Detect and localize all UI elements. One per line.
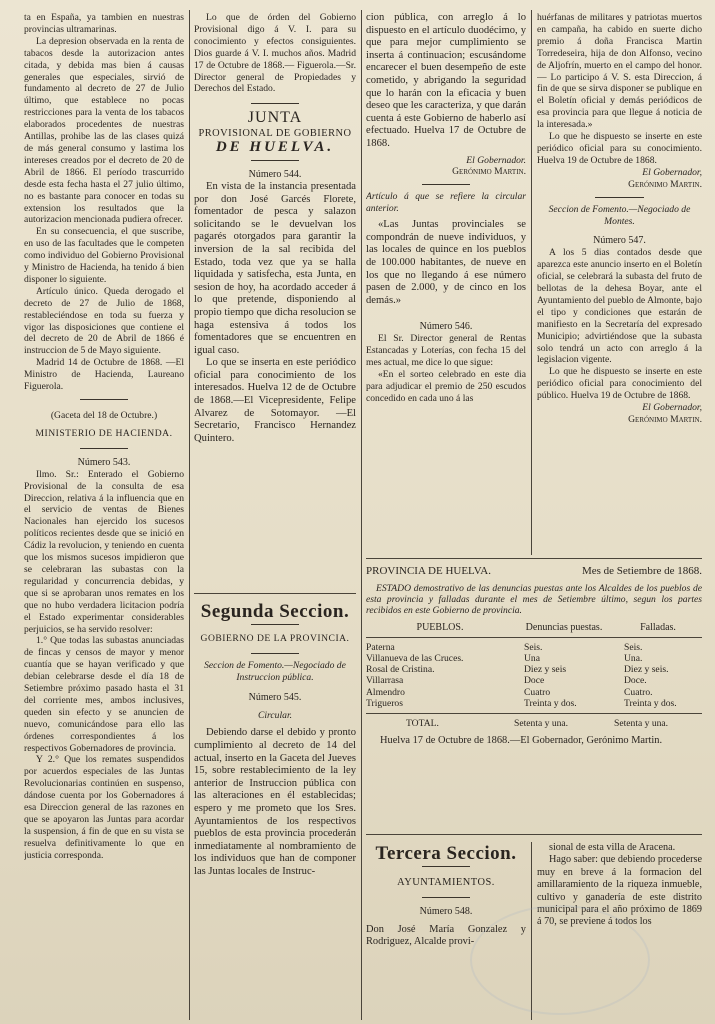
articulo-heading: Artículo á que se refiere la circular anterior. [366, 191, 526, 215]
ministry-heading: MINISTERIO DE HACIENDA. [35, 427, 173, 439]
table-total-row [366, 713, 702, 729]
notice-number: Número 546. [419, 321, 473, 333]
divider [251, 624, 300, 625]
col4-paragraph: A los 5 dias contados desde que aparezca este anuncio inserto en el Boletín oficial, se celebrará la subasta del fruto de bellotas de la dehesa Boyar, ante el Ayuntamiento del pueblo de Almonte, bajo el tipo y condiciones que estarán de manifiesto en la Secretaría del expresado Municipio; advirtiéndose que la subasta solo tendrá un acto con arreglo á la legislacion vigente. [537, 247, 702, 366]
pueblo-cell: Almendro [366, 686, 405, 698]
puestas-cell: Seis. [524, 641, 543, 653]
col4b-paragraph: Hago saber: que debiendo procederse muy en breve á la formacion del amillaramiento de la riqueza inmueble, cultivo y ganadería de este distrito municipal para el año próximo de 1869 á 70, se previene á todos los [537, 854, 702, 928]
notice-number: Número 545. [248, 691, 302, 703]
pueblo-cell: Villanueva de las Cruces. [366, 653, 464, 665]
col3-paragraph: «En el sorteo celebrado en este dia para adjudicar el premio de 250 escudos concedido en cada uno á las [366, 368, 526, 404]
divider [422, 866, 470, 867]
signature-name: Gerónimo Martin. [628, 414, 702, 425]
col1-paragraph: Y 2.° Que los remates suspendidos por acuerdos especiales de las Juntas Revolucionarias continúen en suspenso, dándose cuenta por los Gobernadores á esa Direccion general de las razones en que se apoyaron las Juntas para acordar la suspension, á fin de que en su vista se resuelva definitivamente lo que en justicia corresponda. [24, 754, 184, 861]
segunda-seccion-title: Segunda Seccion. [200, 601, 350, 622]
gobierno-heading: GOBIERNO DE LA PROVINCIA. [200, 632, 350, 644]
divider [251, 160, 300, 161]
section-rule-table-top [366, 558, 702, 559]
col3-paragraph: cion pública, con arreglo á lo dispuesto en el artículo duodécimo, y que para mejor cumplimiento se inserta á continuacion; escusándome encarecer el buen desempeño de este cometido, y abrigando la seguridad que lo harán con la eficacia y buen deseo que les caracteriza, y que darán cuenta á este Gobierno de haberlo así efectuado. Huelva 17 de Octubre de 1868. [366, 12, 526, 149]
table-row [366, 687, 702, 698]
col3-paragraph: «Las Juntas provinciales se compondrán de nueve individuos, y las locales de quince en los pueblos de 100.000 habitantes, de nueve en los que no llegando á ese número pasen de 2.000, y de cinco en los demás.» [366, 219, 526, 306]
total-falladas: Setenta y una. [614, 718, 669, 730]
column-2-segunda-seccion [194, 598, 356, 1018]
column-4 [537, 12, 702, 557]
column-rule-1 [189, 10, 190, 1020]
table-row [366, 698, 702, 709]
fomento-heading: Seccion de Fomento.—Negociado de Instruccion pública. [204, 659, 346, 683]
pueblo-cell: Paterna [366, 641, 395, 653]
column-3 [366, 12, 526, 557]
table-body [366, 642, 702, 709]
puestas-cell: Treinta y dos. [524, 697, 577, 709]
puestas-cell: Una [524, 653, 540, 665]
col1-paragraph: Ilmo. Sr.: Enterado el Gobierno Provisional de la consulta de esa Direccion, relativa á la influencia que en el servicio de ventas de Bienes Nacionales han ejercido los sucesos políticos recientes desde que se inició en Cádiz la revolucion, y teniendo en cuenta que los mismos sucesos impidieron que se celebraran las subastas con la regularidad y concurrencia debidas, y que si se aprobaran unos remates en los que no hubo verdadera licitacion podría el Estado experimentar considerables perjuicios, se ha servido resolver: [24, 468, 184, 635]
divider [595, 197, 645, 198]
total-label: TOTAL. [406, 718, 439, 730]
col1-paragraph: En su consecuencia, el que suscribe, en uso de las facultades que le competen como individuo del Gobierno Provisional y Ministro de Hacienda, ha tenido á bien disponer lo siguiente. [24, 226, 184, 285]
col1-paragraph: ta en España, ya tambien en nuestras provincias ultramarinas. [24, 12, 184, 35]
mes-heading: Mes de Setiembre de 1868. [581, 565, 702, 577]
gaceta-reference: (Gaceta del 18 de Octubre.) [50, 410, 158, 421]
notice-number: Número 543. [77, 456, 131, 468]
column-header-falladas: Falladas. [640, 622, 676, 634]
col4-paragraph: huérfanas de militares y patriotas muertos en campaña, ha cabido en suerte dicho premio á doña Francisca Martin Torredeseira, hija de don Alfonso, vecino de Aljofrín, muerto en el campo del honor.— Lo participo á V. S. esta Direccion, á fin de que se sirva disponer se publique en el Boletín oficial y demás periódicos de esa provincia para que llegue á noticia de la interesada.» [537, 12, 702, 131]
column-1 [24, 12, 184, 1017]
col1-paragraph: La depresion observada en la renta de tabacos desde la autorizacion antes citada, y debida mas bien á causas generales que especiales, sirvió de fundamento al decreto de 27 de Julio último, que establece no pocas restricciones para la venta de los tabacos elaborados procedentes de nuestras Antillas, prohibe las de las clases quizá de más general consumo y lastima los intereses creados por el decreto de 20 de Abril de 1866. El período trascurrido desde esta fecha hasta el 27 julio último, no es bastante para conocer en todas su extension los resultados que la autorizacion mencionada pudiera ofrecer. [24, 35, 184, 226]
falladas-cell: Una. [624, 653, 643, 665]
col2-paragraph: Lo que de órden del Gobierno Provisional digo á V. I. para su conocimiento y efectos consiguientes. Dios guarde á V. I. muchos años. Madrid 17 de Octubre de 1868.— Figuerola.—Sr. Director general de Propiedades y Derechos del Estado. [194, 12, 356, 95]
notice-number: Número 548. [419, 905, 473, 917]
notice-number: Número 544. [248, 169, 302, 181]
falladas-cell: Doce. [624, 675, 647, 687]
pueblo-cell: Villarrasa [366, 675, 404, 687]
provincia-heading: PROVINCIA DE HUELVA. [366, 565, 491, 577]
signature-name: Gerónimo Martin. [628, 178, 702, 190]
col3b-paragraph: Don José María Gonzalez y Rodriguez, Alcalde provi- [366, 923, 526, 948]
col4-paragraph: Lo que he dispuesto se inserte en este periódico oficial para su conocimiento. Huelva 19 de Octubre de 1868. [537, 131, 702, 166]
divider [80, 448, 128, 449]
junta-heading: JUNTA [247, 109, 303, 127]
col1-paragraph: 1.° Que todas las subastas anunciadas de fincas y censos de mayor y menor cuantía que se hayan verificado y que debian celebrarse desde el día 18 de Setiembre próximo pasado hasta el 31 del corriente mes, ambos inclusives, queden sin efecto y se anuncien de nuevo, comunicándose para ello las órdenes correspondientes á los respectivos Gobernadores de provincia. [24, 635, 184, 754]
col2b-paragraph: Debiendo darse el debido y pronto cumplimiento al decreto de 14 del actual, inserto en la Gaceta del Jueves 15, sobre restablecimiento de la ley anterior de Instruccion pública con las alteraciones en él establecidas; espero y me prometo que los Sres. Ayuntamientos de los respectivos pueblos de esta provincia procederán inmediatamente al nombramiento de los individuos que han de componer las Juntas locales de Instruc- [194, 727, 356, 877]
puestas-cell: Doce [524, 675, 545, 687]
signature-title: El Gobernador. [466, 154, 526, 166]
divider [422, 184, 470, 185]
signature-title: El Gobernador, [642, 402, 702, 414]
col2-paragraph: Lo que se inserta en este periódico oficial para conocimiento de los interesados. Huelva 12 de de Octubre de 1868.—El Vicepresidente, Felipe Alvarez de Sotomayor. —El Secretario, Francisco Hernandez Quintero. [194, 357, 356, 444]
table-row [366, 653, 702, 664]
column-header-puestas: Denuncias puestas. [525, 622, 603, 634]
circular-heading: Circular. [257, 709, 293, 721]
notice-number: Número 547. [593, 235, 646, 247]
divider [251, 103, 300, 104]
table-header-row [366, 566, 702, 577]
column-rule-3 [531, 10, 532, 555]
col1-paragraph: Artículo único. Queda derogado el decreto de 27 de Julio de 1868, restableciéndose en toda su fuerza y vigor las disposiciones que contiene el del decreto de 20 de Abril de 1866 é instruccion de 5 de Mayo siguiente. [24, 285, 184, 357]
huelva-heading: DE HUELVA. [215, 139, 335, 156]
falladas-cell: Seis. [624, 641, 643, 653]
pueblo-cell: Rosal de Cristina. [366, 664, 435, 676]
signature-name: Gerónimo Martin. [452, 166, 526, 178]
divider [80, 399, 128, 400]
col4-paragraph: Lo que he dispuesto se inserte en este periódico oficial para conocimiento del público. Huelva 19 de Octubre de 1868. [537, 366, 702, 402]
table-row [366, 675, 702, 686]
col1-paragraph: Madrid 14 de Octubre de 1868. —El Ministro de Hacienda, Laureano Figuerola. [24, 357, 184, 393]
divider [251, 653, 300, 654]
provisional-heading: PROVISIONAL DE GOBIERNO [198, 128, 352, 140]
total-puestas: Setenta y una. [514, 718, 569, 730]
table-row [366, 642, 702, 653]
ayuntamientos-heading: AYUNTAMIENTOS. [397, 876, 495, 888]
tercera-seccion-title: Tercera Seccion. [375, 843, 517, 864]
col3-paragraph: El Sr. Director general de Rentas Estancadas y Loterías, con fecha 15 del mes actual, me dice lo que sigue: [366, 333, 526, 369]
column-2 [194, 12, 356, 602]
pueblo-cell: Trigueros [366, 697, 403, 709]
section-rule-table-bottom [366, 834, 702, 835]
table-closing: Huelva 17 de Octubre de 1868.—El Gobernador, Gerónimo Martin. [380, 735, 663, 747]
col2-paragraph: En vista de la instancia presentada por don José Garcés Florete, fomentador de pesca y salazon solicitando se le devuelvan los pagarés otorgados para garantir la inversion de la sal recibida del Estado, toda vez que ya se halla liquidada y satisfecha, esta Junta, en sesion de hoy, ha acordado acceder á lo que pretende, disponiendo al propio tiempo que dicha resolucion se haga estensiva á todos los fomentadores que se encuentren en igual caso. [194, 180, 356, 356]
estado-description: ESTADO demostrativo de las denuncias puestas ante los Alcaldes de los pueblos de esta provincia y falladas durante el mes de Setiembre último, segun los partes recibidos en este Gobierno de provincia. [366, 583, 702, 617]
faint-watermark-stamp [470, 905, 650, 1015]
puestas-cell: Cuatro [524, 686, 551, 698]
table-column-headers [366, 622, 702, 637]
fomento-heading: Seccion de Fomento.—Negociado de Montes. [548, 203, 691, 227]
divider [422, 897, 470, 898]
denuncias-table-section [366, 566, 702, 810]
signature-title: El Gobernador, [642, 166, 702, 178]
puestas-cell: Diez y seis [524, 664, 567, 676]
falladas-cell: Diez y seis. [624, 664, 669, 676]
column-rule-2 [361, 10, 362, 1020]
falladas-cell: Treinta y dos. [624, 697, 677, 709]
falladas-cell: Cuatro. [624, 686, 653, 698]
table-row [366, 664, 702, 675]
col4b-paragraph: sional de esta villa de Aracena. [549, 842, 676, 853]
column-header-pueblos: PUEBLOS. [416, 622, 464, 634]
